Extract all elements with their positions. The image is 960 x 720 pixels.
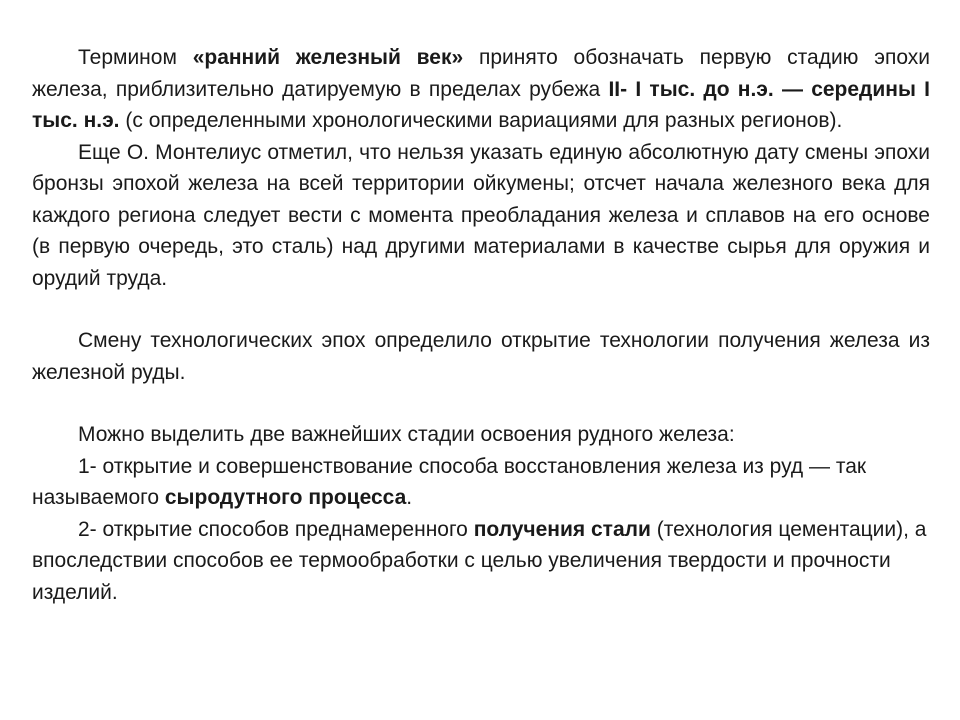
date-range: II- I тыс. до н.э. — середины I тыс. н.э. [32, 77, 930, 132]
text-segment: 2- открытие способов преднамеренного [78, 517, 474, 541]
text-segment: (технология цементации), а впоследствии способов ее термообработки с целью увеличения твердости и прочности изделий. [32, 517, 927, 604]
paragraph-technology-change: Смену технологических эпох определило открытие технологии получения железа из железной руды. [32, 329, 930, 384]
text-segment: 1- открытие и совершенствование способа восстановления железа из руд — так называемого [32, 454, 867, 509]
spacer [32, 388, 930, 419]
text-segment: Термином [78, 46, 193, 69]
paragraph-stage-one [32, 451, 930, 514]
spacer [32, 294, 930, 325]
term-early-iron-age: «ранний железный век» [192, 46, 464, 69]
text-segment: (с определенными хронологическими вариациями для разных регионов). [119, 109, 843, 132]
paragraph-two-stages: Можно выделить две важнейших стадии освоения рудного железа: [78, 423, 735, 446]
text-segment: принято обозначать первую стадию эпохи железа, приблизительно датируемую в пределах рубежа [32, 46, 930, 101]
paragraph-stage-two [32, 514, 930, 609]
text-segment: . [406, 486, 413, 509]
paragraph-definition [32, 42, 930, 137]
term-steel-production: получения стали [473, 517, 651, 541]
term-bloomery-process: сыродутного процесса [164, 486, 407, 509]
paragraph-montelius: Еще О. Монтелиус отметил, что нельзя указать единую абсолютную дату смены эпохи бронзы эпохой железа на всей территории ойкумены; отсчет начала железного века для каждого региона следует вести с момента преобладания железа и сплавов на его основе (в первую очередь, это сталь) над другими материалами в качестве сырья для оружия и орудий труда. [32, 140, 930, 290]
